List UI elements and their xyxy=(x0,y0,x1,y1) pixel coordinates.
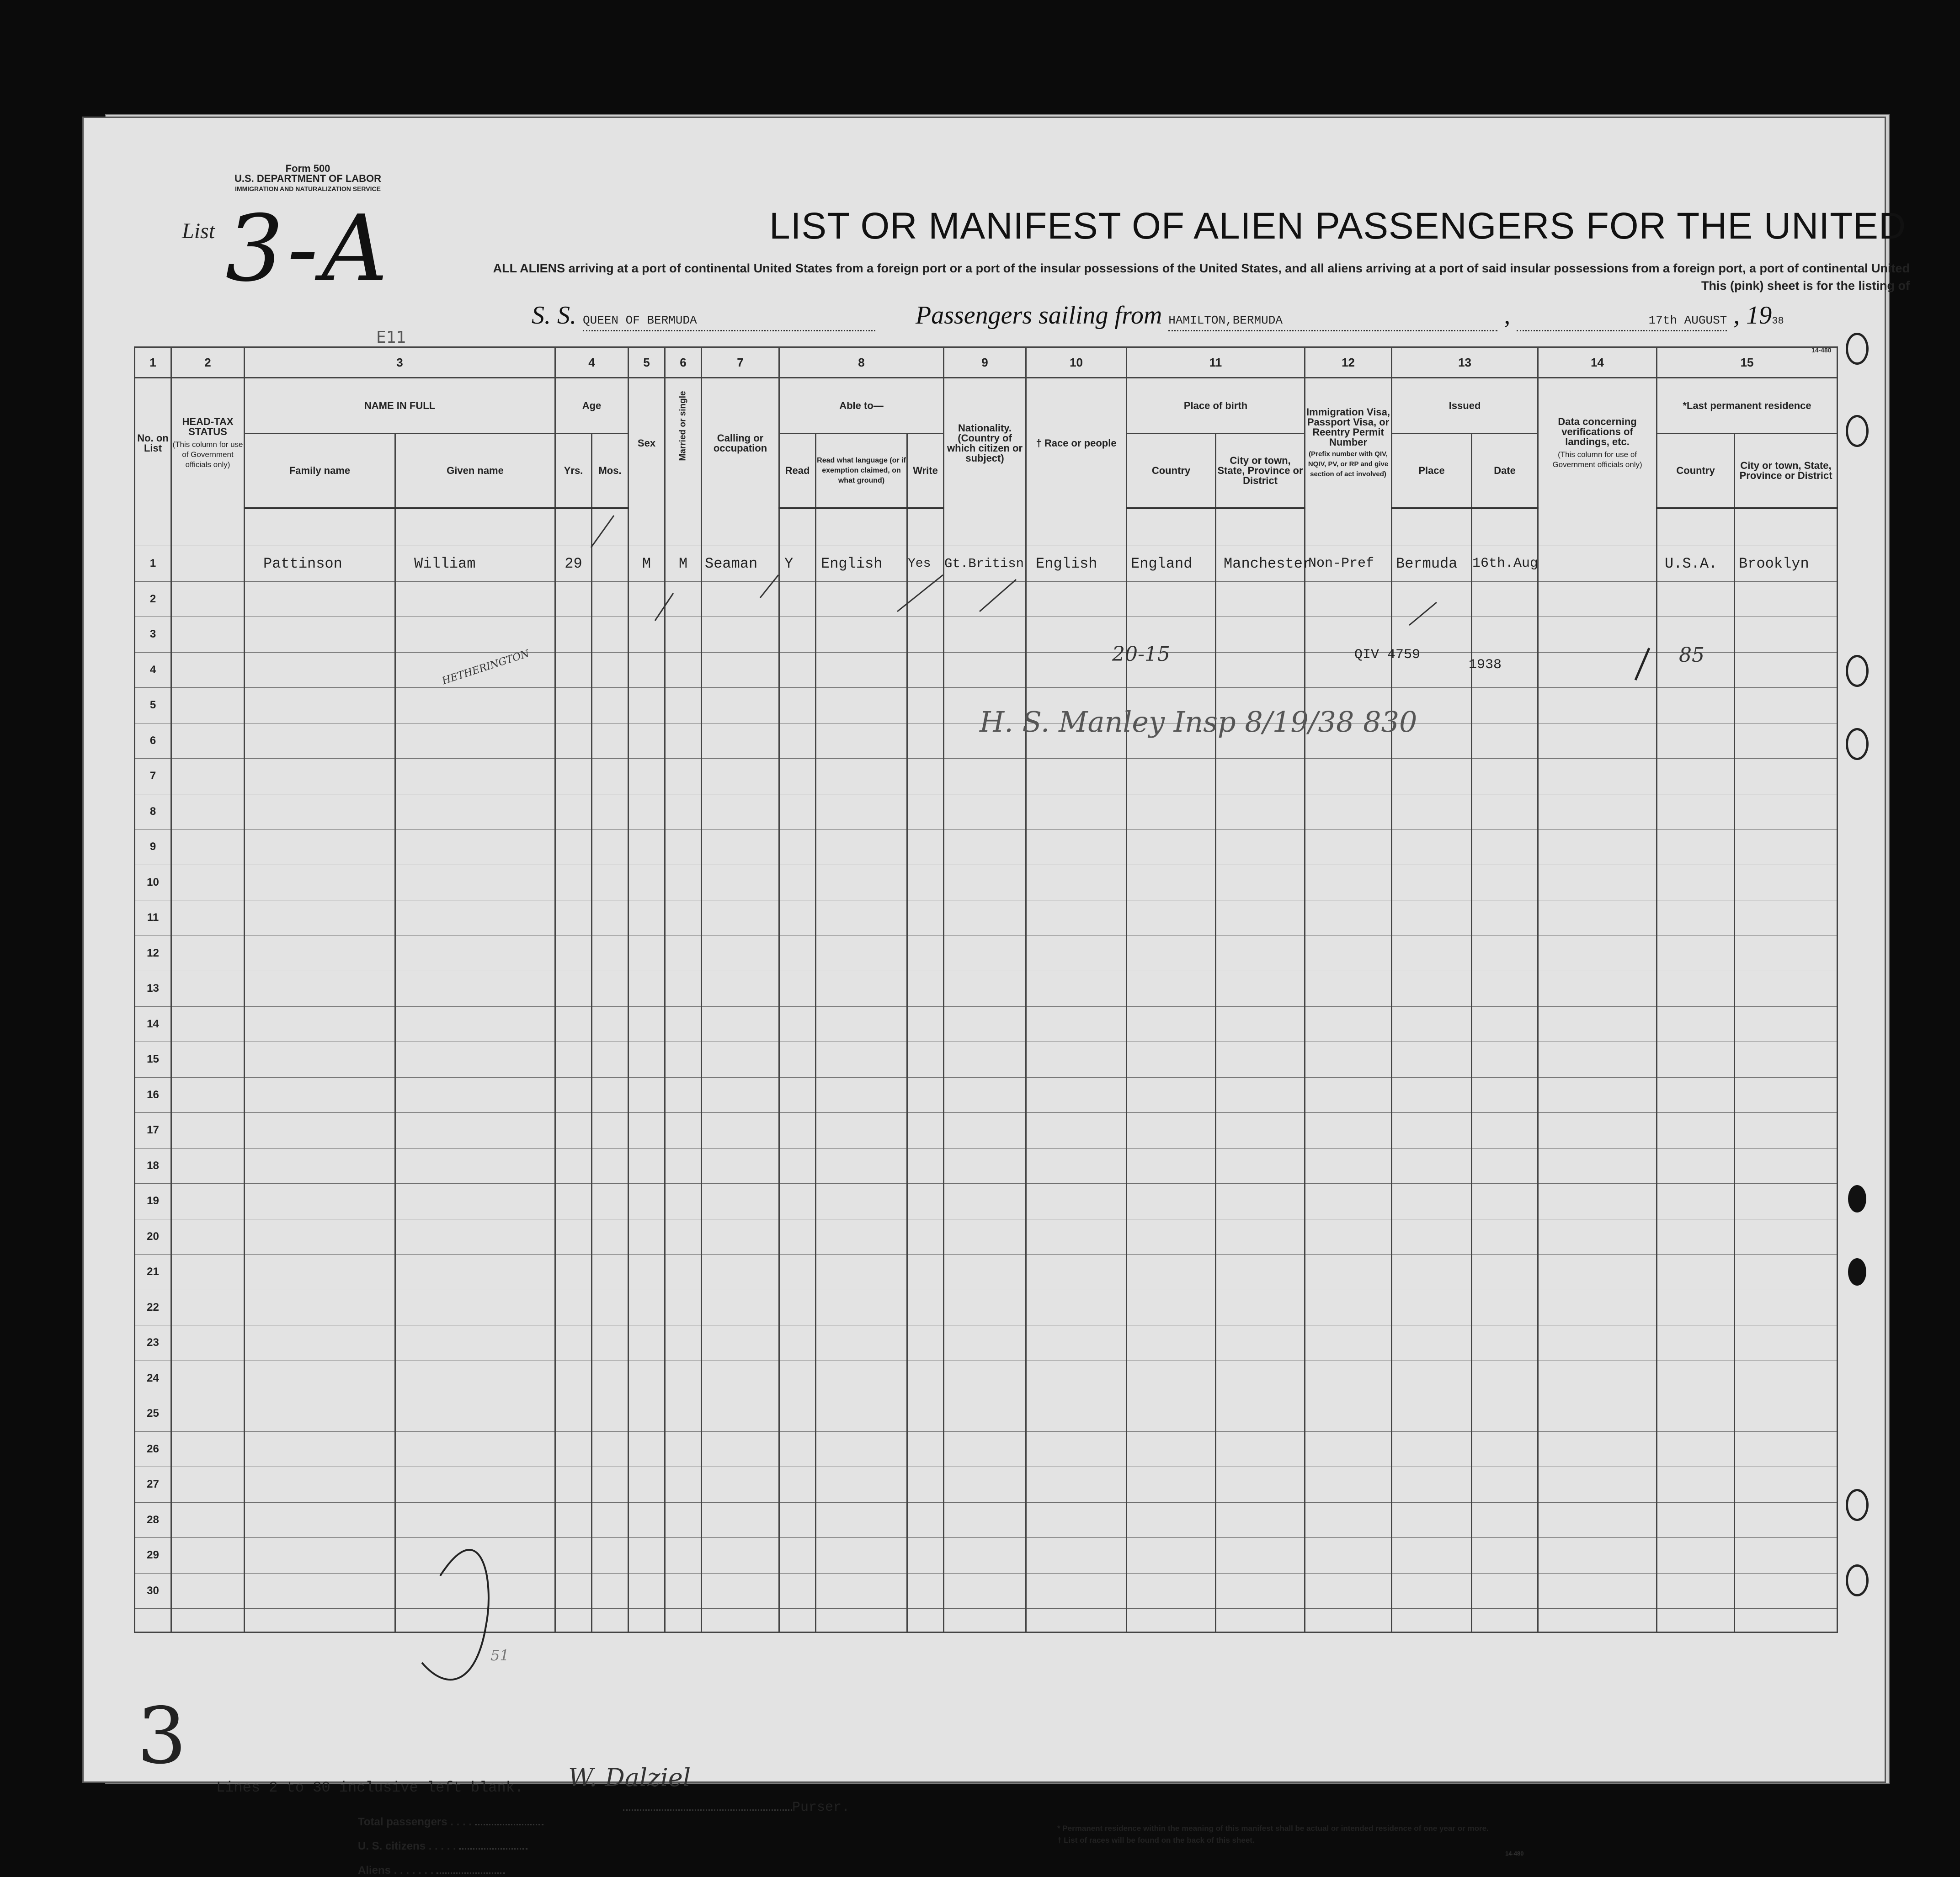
header-name-in-full: NAME IN FULL xyxy=(245,378,555,434)
row-number: 25 xyxy=(135,1396,171,1432)
header-landing-note: (This column for use of Government officials only) xyxy=(1552,450,1642,469)
total-passengers-row: Total passengers . . . . xyxy=(358,1816,543,1829)
header-visa-note: (Prefix number with QIV, NQIV, PV, or RP and give section of act involved) xyxy=(1308,450,1389,478)
col-num: 1 xyxy=(135,347,171,378)
header-married-text: Married or single xyxy=(678,391,688,461)
header-read-language: Read what language (or if exemption claimed, on what ground) xyxy=(816,434,907,508)
us-citizens-label: U. S. citizens xyxy=(358,1840,426,1852)
list-number: 3-A xyxy=(225,196,392,302)
subtitle-line-2: This (pink) sheet is for the listing of xyxy=(1701,279,1910,292)
col-num: 12 xyxy=(1305,347,1392,378)
can-write: Yes xyxy=(907,546,944,582)
row-number: 19 xyxy=(135,1184,171,1219)
header-issued: Issued xyxy=(1392,378,1538,434)
row-number: 20 xyxy=(135,1219,171,1255)
row-number: 21 xyxy=(135,1255,171,1290)
binder-hole xyxy=(1846,655,1869,687)
header-given-name: Given name xyxy=(395,434,555,508)
header-place-of-birth: Place of birth xyxy=(1127,378,1305,434)
race: English xyxy=(1026,546,1127,582)
binder-hole xyxy=(1846,415,1869,447)
row-number: 2 xyxy=(135,581,171,617)
header-family-name: Family name xyxy=(245,434,395,508)
header-res-country: Country xyxy=(1657,434,1735,508)
purser-label: Purser. xyxy=(792,1800,850,1815)
marital-status: M xyxy=(665,546,702,582)
ship-name: QUEEN OF BERMUDA xyxy=(583,314,697,327)
purser-signature: W. Dalziel xyxy=(568,1763,691,1792)
binder-hole xyxy=(1846,333,1869,365)
row-number: 7 xyxy=(135,759,171,794)
visa-class: Non-Pref xyxy=(1305,546,1392,582)
header-no-on-list: No. on List xyxy=(135,378,171,509)
visa-number: QIV 4759 xyxy=(1354,647,1421,663)
col-num: 15 xyxy=(1657,347,1838,378)
total-passengers-label: Total passengers xyxy=(358,1816,447,1828)
binder-hole xyxy=(1848,1185,1866,1212)
footnotes xyxy=(1057,1823,1489,1846)
row-number: 13 xyxy=(135,971,171,1007)
margin-number: 3 xyxy=(137,1691,187,1781)
binder-hole xyxy=(1846,728,1869,760)
col-num: 11 xyxy=(1127,347,1305,378)
purser-line xyxy=(623,1800,850,1815)
header-city: City or town, State, Province or District xyxy=(1216,434,1305,508)
col-num: 5 xyxy=(628,347,665,378)
row-number: 15 xyxy=(135,1042,171,1078)
row-number: 8 xyxy=(135,794,171,829)
read-language: English xyxy=(816,546,907,582)
year-prefix: 19 xyxy=(1746,301,1772,330)
form-code: 14-480 xyxy=(1811,346,1832,354)
check-mark xyxy=(1409,602,1437,625)
col-num: 3 xyxy=(245,347,555,378)
header-place: Place xyxy=(1392,434,1472,508)
row-number: 24 xyxy=(135,1361,171,1396)
header-write: Write xyxy=(907,434,944,508)
handwritten-code-20-15: 20-15 xyxy=(1112,643,1170,666)
subtitle-line-1: ALL ALIENS arriving at a port of continental United States from a foreign port or a port of the insular possessions of the United States, and all aliens arriving at a port of said insular possessions from a foreign port, a port of continental United xyxy=(493,261,1910,275)
can-read: Y xyxy=(779,546,816,582)
aliens-row: Aliens . . . . . . . xyxy=(358,1864,505,1877)
row-number: 17 xyxy=(135,1113,171,1149)
binder-hole xyxy=(1846,1489,1869,1521)
col-num: 4 xyxy=(555,347,628,378)
birth-city: Manchester xyxy=(1216,546,1305,582)
col-num: 7 xyxy=(702,347,779,378)
issued-date: 16th.Aug xyxy=(1472,546,1538,582)
row-number: 30 xyxy=(135,1573,171,1609)
row-number: 14 xyxy=(135,1006,171,1042)
row-number: 1 xyxy=(135,546,171,582)
aliens-label: Aliens xyxy=(358,1864,391,1877)
birth-country: England xyxy=(1127,546,1216,582)
col-num: 6 xyxy=(665,347,702,378)
age-years: 29 xyxy=(555,546,592,582)
row-number: 12 xyxy=(135,936,171,971)
header-residence: *Last permanent residence xyxy=(1657,378,1838,434)
row-number: 9 xyxy=(135,829,171,865)
header-read: Read xyxy=(779,434,816,508)
row-number: 3 xyxy=(135,617,171,653)
ship-prefix: S. S. xyxy=(532,301,576,330)
row-number: 29 xyxy=(135,1538,171,1574)
header-country: Country xyxy=(1127,434,1216,508)
given-name: William xyxy=(395,546,555,582)
header-nationality: Nationality. (Country of which citizen or subject) xyxy=(944,378,1026,509)
header-head-tax-note: (This column for use of Government officials only) xyxy=(172,440,243,469)
residence-city: Brooklyn xyxy=(1735,546,1838,582)
header-visa-title: Immigration Visa, Passport Visa, or Reentry Permit Number xyxy=(1306,406,1390,448)
handwritten-inspector: H. S. Manley Insp 8/19/38 830 xyxy=(980,705,1417,739)
check-mark xyxy=(760,575,778,598)
row-number: 16 xyxy=(135,1077,171,1113)
footer-blank-note: Lines 2 to 30 inclusive left blank. xyxy=(216,1779,524,1796)
col-num: 8 xyxy=(779,347,944,378)
check-mark xyxy=(1635,648,1649,680)
stamp-e11: E11 xyxy=(376,328,406,347)
issued-year: 1938 xyxy=(1469,657,1502,673)
row-number: 22 xyxy=(135,1290,171,1325)
col-num: 13 xyxy=(1392,347,1538,378)
check-mark xyxy=(897,575,943,611)
ship-row: S. S. QUEEN OF BERMUDA Passengers sailing from HAMILTON,BERMUDA , 17th AUGUST , 1938 xyxy=(532,301,1784,331)
header-age: Age xyxy=(555,378,628,434)
sailing-from: HAMILTON,BERMUDA xyxy=(1168,314,1283,327)
department: U.S. DEPARTMENT OF LABOR xyxy=(234,173,382,184)
manifest-sheet xyxy=(82,117,1910,1877)
nationality: Gt.Britisn xyxy=(944,546,1026,582)
header-res-city: City or town, State, Province or District xyxy=(1735,434,1838,508)
handwritten-51: 51 xyxy=(490,1647,509,1664)
row-number: 26 xyxy=(135,1431,171,1467)
pen-marks xyxy=(84,118,1885,1781)
header-sex: Sex xyxy=(628,378,665,509)
header-landing-title: Data concerning verifications of landings, etc. xyxy=(1558,416,1637,447)
row-number: 27 xyxy=(135,1467,171,1503)
handwritten-name-annotation: HETHERINGTON xyxy=(441,648,531,687)
header-mos: Mos. xyxy=(592,434,628,508)
footnote-2: † List of races will be found on the back of this sheet. xyxy=(1057,1836,1255,1845)
col-num: 2 xyxy=(171,347,245,378)
header-date: Date xyxy=(1472,434,1538,508)
issued-place: Bermuda xyxy=(1392,546,1472,582)
page-title: LIST OR MANIFEST OF ALIEN PASSENGERS FOR THE UNITED xyxy=(769,205,1907,247)
header-calling: Calling or occupation xyxy=(702,378,779,509)
handwritten-code-85: 85 xyxy=(1679,643,1704,667)
sex: M xyxy=(628,546,665,582)
check-mark xyxy=(980,580,1016,611)
row-number: 23 xyxy=(135,1325,171,1361)
row-number: 11 xyxy=(135,900,171,936)
col-num: 10 xyxy=(1026,347,1127,378)
row-number: 6 xyxy=(135,723,171,759)
form-number: Form 500 xyxy=(285,163,330,174)
header-able-to: Able to— xyxy=(779,378,944,434)
occupation: Seaman xyxy=(702,546,779,582)
header-race: † Race or people xyxy=(1026,378,1127,509)
pen-stroke xyxy=(422,1550,489,1680)
us-citizens-row: U. S. citizens . . . . . xyxy=(358,1840,527,1853)
row-number: 5 xyxy=(135,688,171,723)
sailing-label: Passengers sailing from xyxy=(916,301,1162,330)
footer-form-code: 14-480 xyxy=(1505,1850,1524,1857)
row-number: 28 xyxy=(135,1502,171,1538)
row-number: 4 xyxy=(135,652,171,688)
binder-hole xyxy=(1848,1258,1866,1286)
binder-hole xyxy=(1846,1564,1869,1596)
footnote-1: * Permanent residence within the meaning of this manifest shall be actual or intended residence of one year or more. xyxy=(1057,1824,1489,1833)
service: IMMIGRATION AND NATURALIZATION SERVICE xyxy=(235,185,381,192)
sailing-date: 17th AUGUST xyxy=(1648,314,1727,327)
year-suffix: 38 xyxy=(1772,315,1784,327)
family-name: Pattinson xyxy=(245,546,395,582)
list-label: List xyxy=(182,219,215,243)
col-num: 14 xyxy=(1538,347,1657,378)
residence-country: U.S.A. xyxy=(1657,546,1735,582)
check-mark xyxy=(591,516,614,548)
header-head-tax-title: HEAD-TAX STATUS xyxy=(182,416,234,437)
header-yrs: Yrs. xyxy=(555,434,592,508)
row-number: 10 xyxy=(135,865,171,900)
col-num: 9 xyxy=(944,347,1026,378)
check-mark xyxy=(655,593,673,621)
row-number: 18 xyxy=(135,1148,171,1184)
